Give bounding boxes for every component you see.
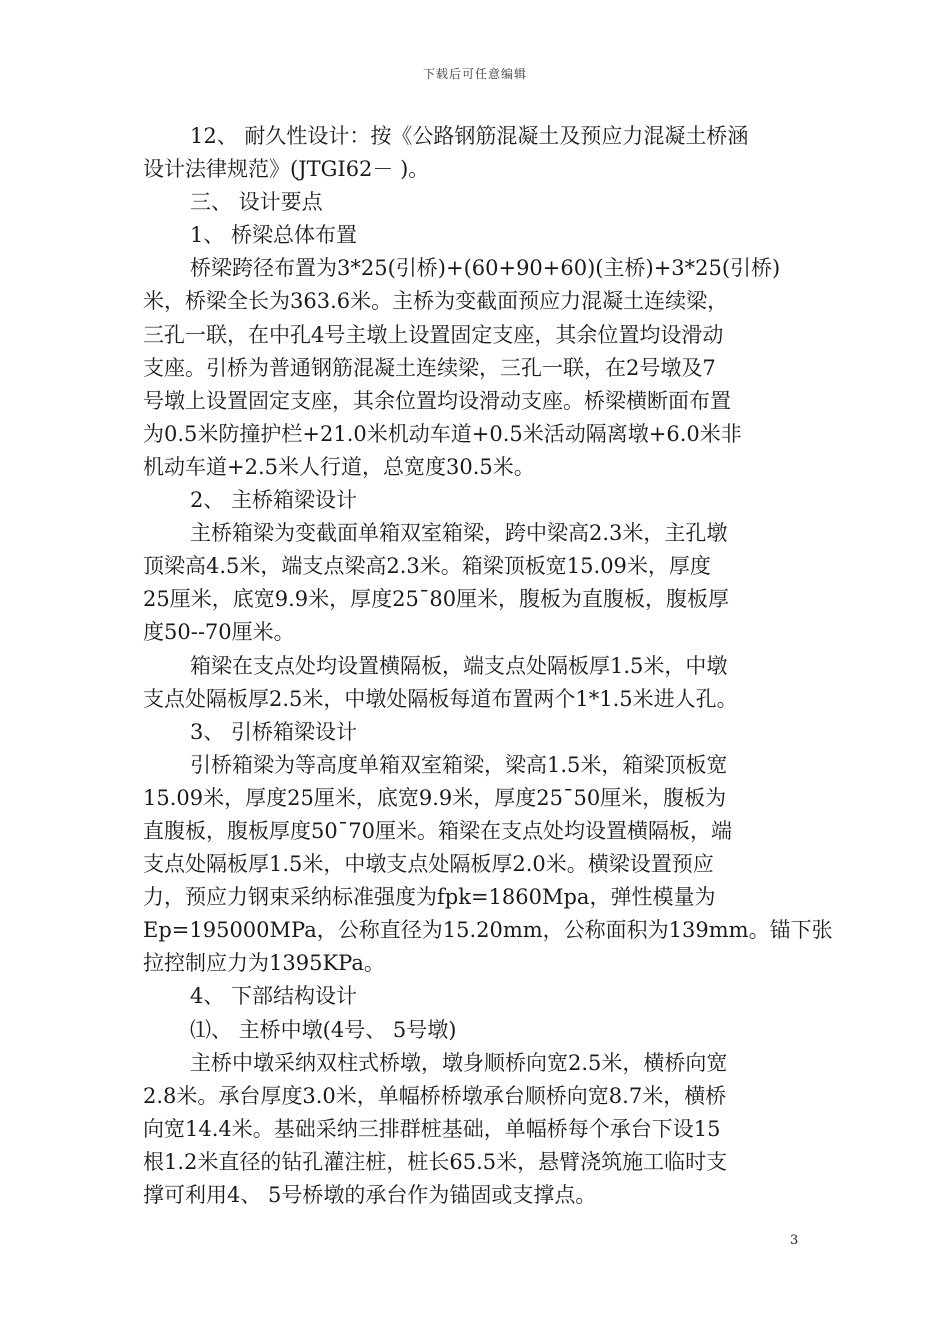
text-line: 米，桥梁全长为363.6米。主桥为变截面预应力混凝土连续梁， [143, 289, 729, 314]
text-line: 2.8米。承台厚度3.0米，单幅桥桥墩承台顺桥向宽8.7米，横桥 [143, 1083, 727, 1108]
page-number: 3 [790, 1233, 799, 1248]
sub-subsection-heading: ⑴、 主桥中墩(4号、 5号墩) [190, 1017, 457, 1042]
text-line: 箱梁在支点处均设置横隔板，端支点处隔板厚1.5米，中墩 [190, 653, 728, 678]
text-line: 顶梁高4.5米，端支点梁高2.3米。箱梁顶板宽15.09米，厚度 [143, 554, 711, 579]
text-line: 引桥箱梁为等高度单箱双室箱梁，梁高1.5米，箱梁顶板宽 [190, 752, 728, 777]
text-line: 25厘米，底宽9.9米，厚度25¯80厘米，腹板为直腹板，腹板厚 [143, 587, 730, 612]
text-line: 15.09米，厚度25厘米，底宽9.9米，厚度25¯50厘米，腹板为 [143, 785, 727, 810]
text-line: 支座。引桥为普通钢筋混凝土连续梁，三孔一联，在2号墩及7 [143, 355, 716, 380]
text-line: 支点处隔板厚1.5米，中墩支点处隔板厚2.0米。横梁设置预应 [143, 852, 714, 877]
section-heading: 三、 设计要点 [190, 190, 323, 215]
text-line: 三孔一联，在中孔4号主墩上设置固定支座，其余位置均设滑动 [143, 322, 724, 347]
subsection-heading: 2、 主桥箱梁设计 [190, 488, 358, 513]
text-line: 度50--70厘米。 [143, 620, 295, 645]
subsection-heading: 1、 桥梁总体布置 [190, 223, 358, 248]
text-line: 12、 耐久性设计：按《公路钢筋混凝土及预应力混凝土桥涵 [190, 124, 749, 148]
text-line: 为0.5米防撞护栏+21.0米机动车道+0.5米活动隔离墩+6.0米非 [143, 421, 742, 446]
text-line: 直腹板，腹板厚度50¯70厘米。箱梁在支点处均设置横隔板，端 [143, 818, 732, 843]
text-line: 力，预应力钢束采纳标准强度为fpk=1860Mpa，弹性模量为 [143, 885, 716, 910]
text-line: 向宽14.4米。基础采纳三排群桩基础，单幅桥每个承台下设15 [143, 1116, 721, 1141]
text-line: 号墩上设置固定支座，其余位置均设滑动支座。桥梁横断面布置 [143, 388, 731, 413]
text-line: 主桥中墩采纳双柱式桥墩，墩身顺桥向宽2.5米，横桥向宽 [190, 1050, 728, 1075]
text-line: 桥梁跨径布置为3*25(引桥)+(60+90+60)(主桥)+3*25(引桥) [190, 256, 781, 281]
text-line: 根1.2米直径的钻孔灌注桩，桩长65.5米，悬臂浇筑施工临时支 [143, 1149, 728, 1174]
subsection-heading: 3、 引桥箱梁设计 [190, 719, 358, 744]
text-line: 撑可利用4、 5号桥墩的承台作为锚固或支撑点。 [143, 1183, 597, 1207]
text-line: 拉控制应力为1395KPa。 [143, 951, 385, 976]
text-line: 支点处隔板厚2.5米，中墩处隔板每道布置两个1*1.5米进人孔。 [143, 686, 738, 711]
subsection-heading: 4、 下部结构设计 [190, 984, 358, 1009]
text-line: Ep=195000MPa，公称直径为15.20mm，公称面积为139mm。锚下张 [143, 918, 833, 943]
document-body [143, 120, 833, 1212]
page-header: 下载后可任意编辑 [422, 67, 527, 81]
text-line: 机动车道+2.5米人行道，总宽度30.5米。 [143, 454, 535, 479]
text-line: 主桥箱梁为变截面单箱双室箱梁，跨中梁高2.3米，主孔墩 [190, 521, 728, 546]
text-line: 设计法律规范》(JTGI62－ )。 [143, 157, 430, 182]
